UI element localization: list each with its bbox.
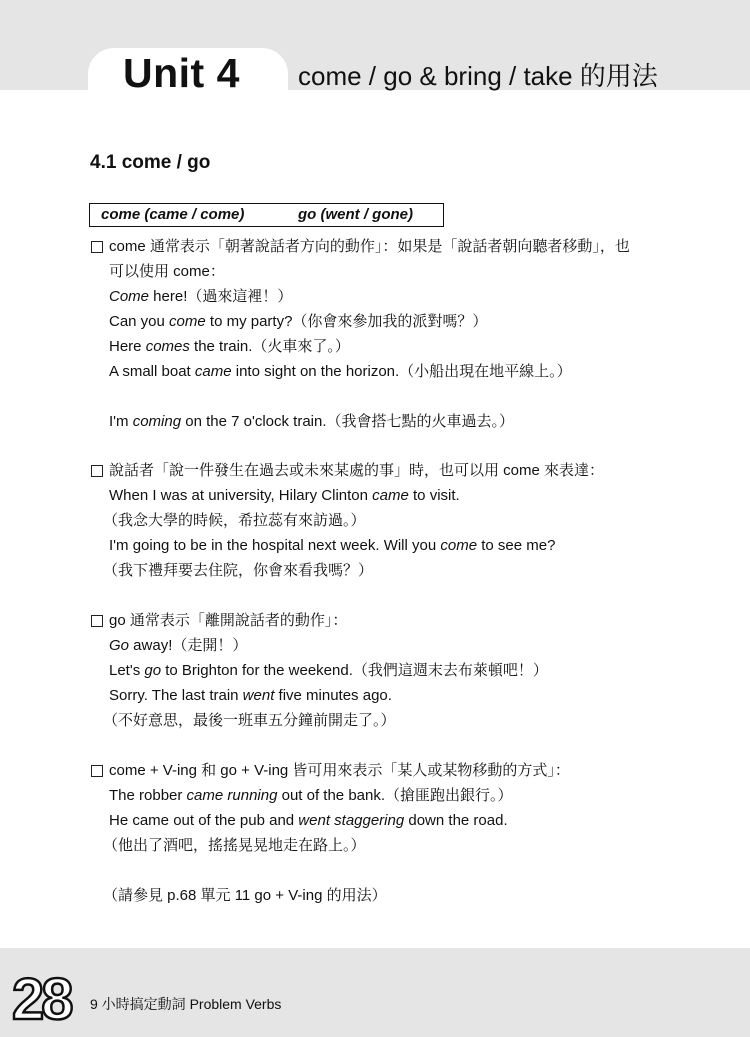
translation-line: （不好意思，最後一班車五分鐘前開走了。） (103, 712, 396, 729)
verb-forms-box (89, 203, 444, 227)
page-number: 28 (12, 967, 71, 1032)
translation-line: （我下禮拜要去住院，你會來看我嗎？） (103, 562, 374, 579)
body-line: 可以使用 come： (109, 263, 225, 280)
cross-reference-note: （請參見 p.68 單元 11 go + V-ing 的用法） (103, 887, 387, 904)
bullet-checkbox (91, 615, 103, 627)
unit-label: Unit 4 (123, 50, 240, 96)
go-forms: go (went / gone) (298, 206, 413, 223)
body-line: 說話者「說一件發生在過去或未來某處的事」時，也可以用 come 來表達： (109, 462, 605, 479)
body-line: go 通常表示「離開說話者的動作」： (109, 612, 348, 629)
body-line: come + V-ing 和 go + V-ing 皆可用來表示「某人或某物移動的方式」： (109, 762, 570, 779)
unit-subtitle: come / go & bring / take 的用法 (298, 61, 658, 91)
example-line: Let's go to Brighton for the weekend.（我們這週末去布萊頓吧！） (109, 662, 548, 679)
footer-band (0, 948, 750, 1037)
example-line: Come here!（過來這裡！） (109, 288, 293, 305)
example-line: I'm going to be in the hospital next week. Will you come to see me? (109, 537, 556, 554)
example-line: A small boat came into sight on the horizon.（小船出現在地平線上。） (109, 363, 572, 380)
bullet-checkbox (91, 465, 103, 477)
example-line: When I was at university, Hilary Clinton came to visit. (109, 487, 460, 504)
bullet-checkbox (91, 765, 103, 777)
translation-line: （他出了酒吧，搖搖晃晃地走在路上。） (103, 837, 366, 854)
example-line: I'm coming on the 7 o'clock train.（我會搭七點的火車過去。） (109, 413, 515, 430)
translation-line: （我念大學的時候，希拉蕊有來訪過。） (103, 512, 366, 529)
example-line: Sorry. The last train went five minutes ago. (109, 687, 392, 704)
bullet-checkbox (91, 241, 103, 253)
example-line: The robber came running out of the bank.（搶匪跑出銀行。） (109, 787, 513, 804)
example-line: Here comes the train.（火車來了。） (109, 338, 350, 355)
example-line: Can you come to my party?（你會來參加我的派對嗎？） (109, 313, 488, 330)
body-line: come 通常表示「朝著說話者方向的動作」：如果是「說話者朝向聽者移動」，也 (109, 238, 630, 255)
example-line: Go away!（走開！） (109, 637, 248, 654)
example-line: He came out of the pub and went staggering down the road. (109, 812, 508, 829)
come-forms: come (came / come) (101, 206, 245, 223)
section-heading: 4.1 come / go (90, 152, 211, 173)
book-title: 9 小時搞定動詞 Problem Verbs (90, 996, 282, 1012)
